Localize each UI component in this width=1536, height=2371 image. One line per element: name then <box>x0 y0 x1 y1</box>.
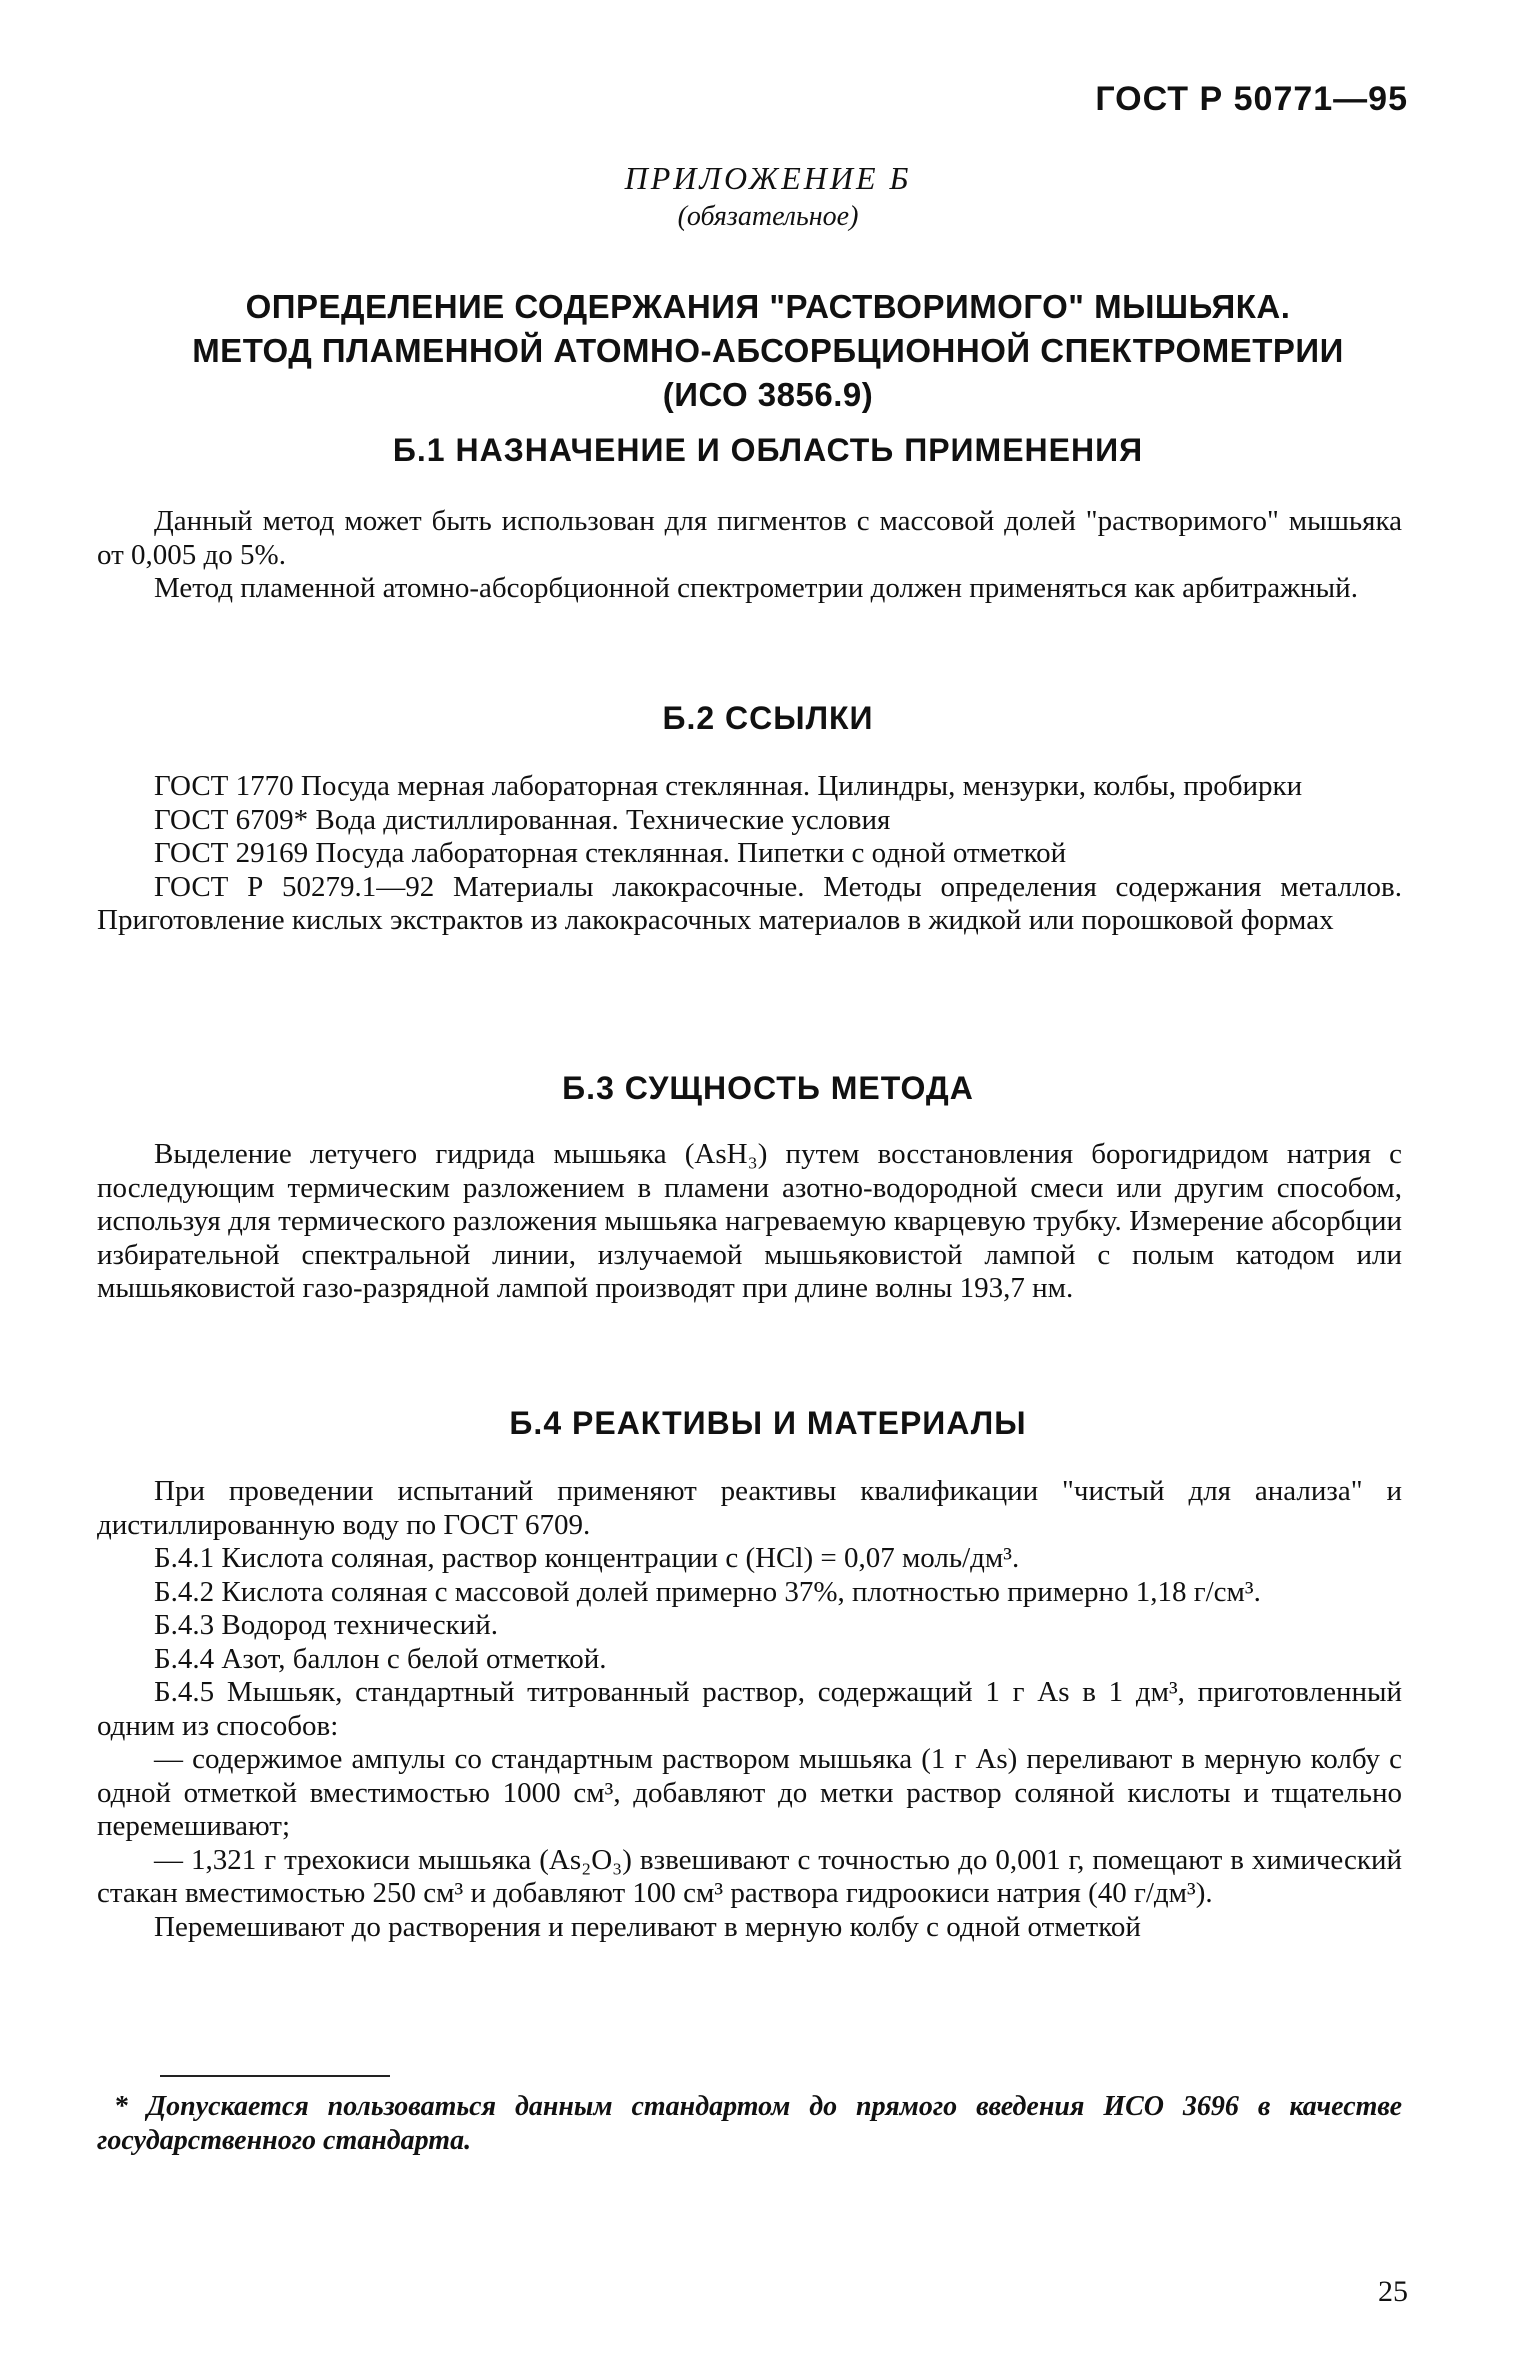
dash-item: — 1,321 г трехокиси мышьяка (As₂O₃) взвешивают с точностью до 0,001 г, помещают в химический стакан вместимостью 250 см³ и добавляют 100 см³ раствора гидроокиси натрия (40 г/дм³). <box>97 1843 1402 1909</box>
appendix-status: (обязательное) <box>677 201 859 232</box>
appendix-title: ПРИЛОЖЕНИЕ Б <box>624 160 912 196</box>
section-body-b2 <box>97 770 1402 938</box>
title-line-3: (ИСО 3856.9) <box>662 376 874 413</box>
section-heading-b4: Б.4 РЕАКТИВЫ И МАТЕРИАЛЫ <box>509 1405 1027 1441</box>
footnote <box>97 2090 1402 2158</box>
reference-item: ГОСТ Р 50279.1—92 Материалы лакокрасочные. Методы определения содержания металлов. Приготовление кислых экстрактов из лакокрасочных материалов в жидкой или порошковой формах <box>97 870 1402 936</box>
list-item: Б.4.3 Водород технический. <box>154 1609 498 1641</box>
paragraph: Метод пламенной атомно-абсорбционной спектрометрии должен применяться как арбитражный. <box>154 572 1358 604</box>
gost-code-header: ГОСТ Р 50771—95 <box>1095 80 1408 118</box>
section-heading-b1: Б.1 НАЗНАЧЕНИЕ И ОБЛАСТЬ ПРИМЕНЕНИЯ <box>392 432 1144 468</box>
section-body-b4 <box>97 1475 1402 1944</box>
section-heading-b3: Б.3 СУЩНОСТЬ МЕТОДА <box>562 1070 974 1106</box>
footnote-marker: * <box>115 2091 129 2122</box>
paragraph: Перемешивают до растворения и переливают в мерную колбу с одной отметкой <box>154 1910 1141 1943</box>
paragraph: Данный метод может быть использован для пигментов с массовой долей "растворимого" мышьяка от 0,005 до 5%. <box>97 505 1402 571</box>
paragraph: Выделение летучего гидрида мышьяка (AsH₃) путем восстановления борогидридом натрия с последующим термическим разложением в пламени азотно-водородной смеси или другим способом, используя для термического разложения мышьяка нагреваемую кварцевую трубку. Измерение абсорбции избирательной спектральной линии, излучаемой мышьяковистой лампой с полым катодом или мышьяковистой газо-разрядной лампой производят при длине волны 193,7 нм. <box>97 1138 1402 1304</box>
section-heading-b2: Б.2 ССЫЛКИ <box>662 700 874 736</box>
list-item: Б.4.2 Кислота соляная с массовой долей примерно 37%, плотностью примерно 1,18 г/см³. <box>154 1575 1261 1608</box>
dash-item: — содержимое ампулы со стандартным раствором мышьяка (1 г As) переливают в мерную колбу с одной отметкой вместимостью 1000 см³, добавляют до метки раствор соляной кислоты и тщательно перемешивают; <box>97 1743 1402 1842</box>
paragraph: При проведении испытаний применяют реактивы квалификации "чистый для анализа" и дистиллированную воду по ГОСТ 6709. <box>97 1475 1402 1541</box>
title-line-2: МЕТОД ПЛАМЕННОЙ АТОМНО-АБСОРБЦИОННОЙ СПЕКТРОМЕТРИИ <box>192 332 1344 369</box>
appendix-label <box>0 160 1536 233</box>
reference-item: ГОСТ 1770 Посуда мерная лабораторная стеклянная. Цилиндры, мензурки, колбы, пробирки <box>154 770 1303 802</box>
section-body-b1 <box>97 505 1402 606</box>
list-item: Б.4.1 Кислота соляная, раствор концентрации c (HCl) = 0,07 моль/дм³. <box>154 1542 1020 1574</box>
list-item: Б.4.4 Азот, баллон с белой отметкой. <box>154 1642 607 1675</box>
document-title <box>0 285 1536 417</box>
page-number: 25 <box>1378 2275 1408 2308</box>
section-body-b3 <box>97 1138 1402 1306</box>
list-item: Б.4.5 Мышьяк, стандартный титрованный раствор, содержащий 1 г As в 1 дм³, приготовленный одним из способов: <box>97 1676 1402 1742</box>
footnote-divider <box>160 2075 390 2077</box>
reference-item: ГОСТ 6709* Вода дистиллированная. Технические условия <box>154 803 891 836</box>
title-line-1: ОПРЕДЕЛЕНИЕ СОДЕРЖАНИЯ "РАСТВОРИМОГО" МЫШЬЯКА. <box>245 288 1291 325</box>
footnote-text: Допускается пользоваться данным стандартом до прямого введения ИСО 3696 в качестве государственного стандарта. <box>97 2091 1402 2156</box>
reference-item: ГОСТ 29169 Посуда лабораторная стеклянная. Пипетки с одной отметкой <box>154 837 1067 869</box>
